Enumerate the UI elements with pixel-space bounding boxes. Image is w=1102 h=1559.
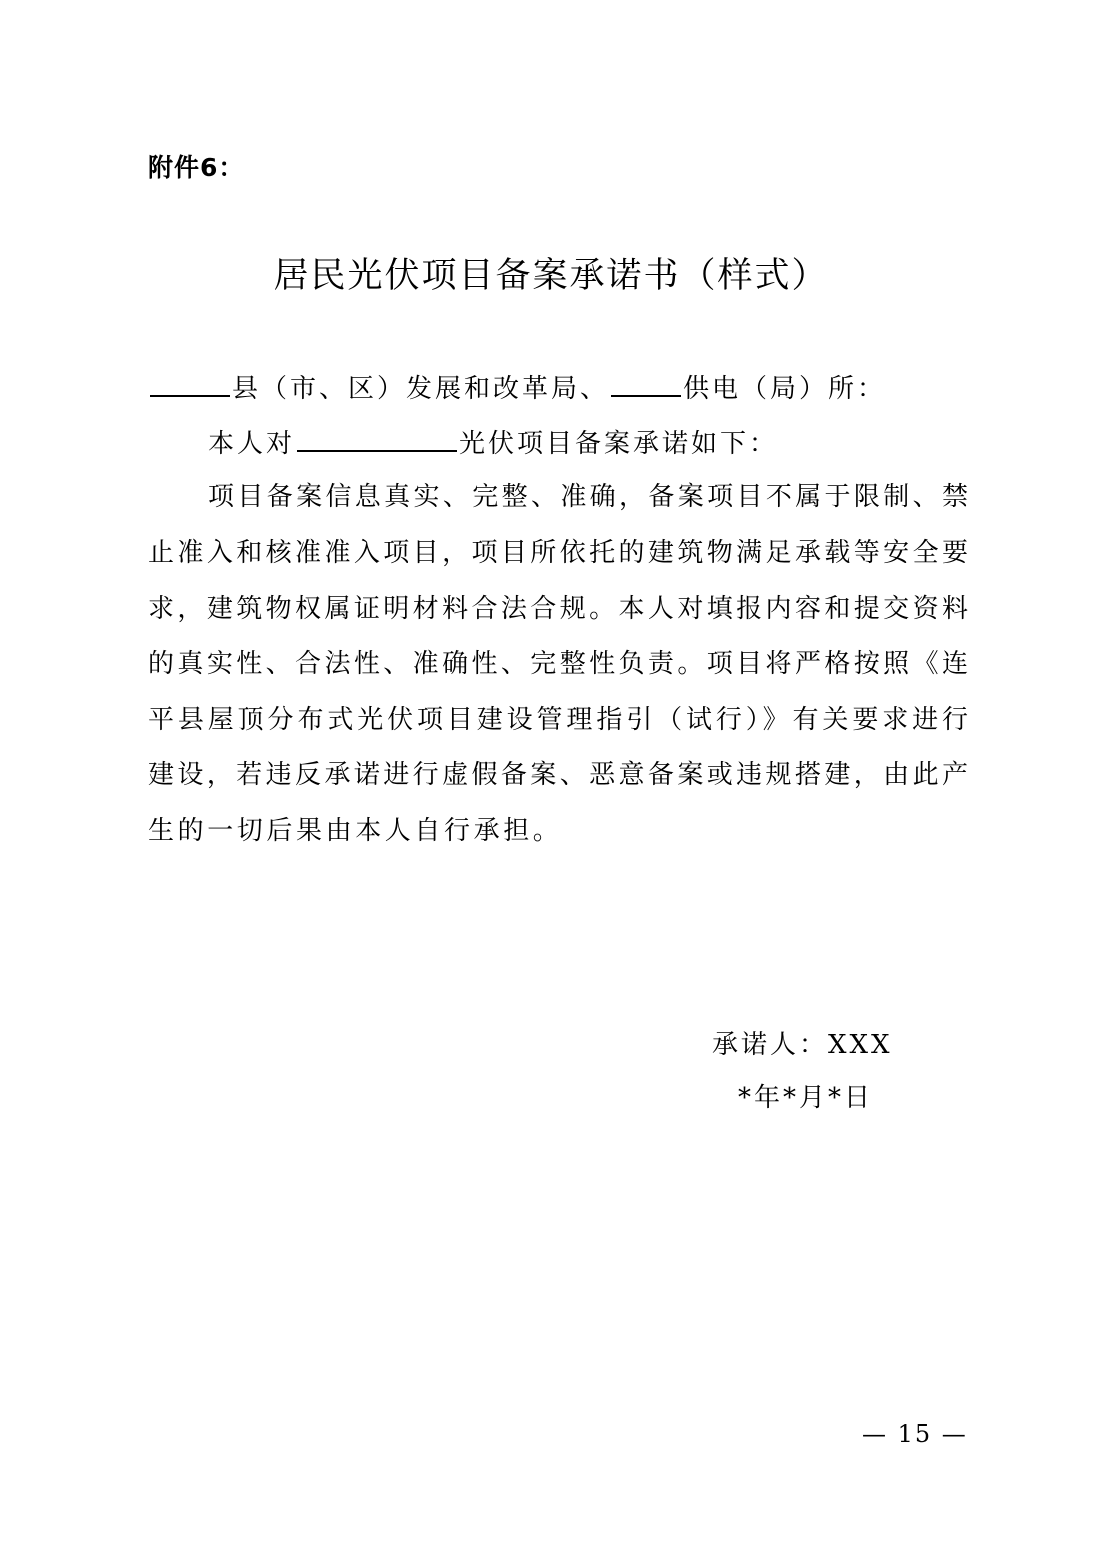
- power-office-blank: [611, 371, 681, 397]
- addressee-line: [148, 368, 886, 405]
- document-title: 居民光伏项目备案承诺书（样式）: [273, 256, 829, 296]
- body-line-4: 的真实性、合法性、准确性、完整性负责。项目将严格按照《连: [148, 649, 968, 679]
- intro-line: [208, 423, 778, 460]
- intro-suffix: 光伏项目备案承诺如下：: [459, 429, 779, 459]
- body-line-6: 建设，若违反承诺进行虚假备案、恶意备案或违规搭建，由此产: [148, 760, 968, 790]
- project-blank: [297, 426, 457, 452]
- signature-date: *年*月*日: [738, 1083, 874, 1113]
- promisor-signature: 承诺人：XXX: [712, 1030, 893, 1060]
- page-number: — 15 —: [862, 1420, 968, 1448]
- body-line-3: 求，建筑物权属证明材料合法合规。本人对填报内容和提交资料: [148, 594, 968, 624]
- addressee-text-2: 供电（局）所：: [683, 374, 887, 404]
- intro-prefix: 本人对: [208, 429, 296, 459]
- body-line-5: 平县屋顶分布式光伏项目建设管理指引（试行）》有关要求进行: [148, 705, 968, 735]
- county-blank: [150, 371, 230, 397]
- addressee-text-1: 县（市、区）发展和改革局、: [232, 374, 610, 404]
- body-line-7: 生的一切后果由本人自行承担。: [148, 816, 563, 846]
- attachment-label: 附件6：: [148, 153, 245, 182]
- body-line-2: 止准入和核准准入项目，项目所依托的建筑物满足承载等安全要: [148, 538, 968, 568]
- body-line-1: 项目备案信息真实、完整、准确，备案项目不属于限制、禁: [208, 482, 968, 512]
